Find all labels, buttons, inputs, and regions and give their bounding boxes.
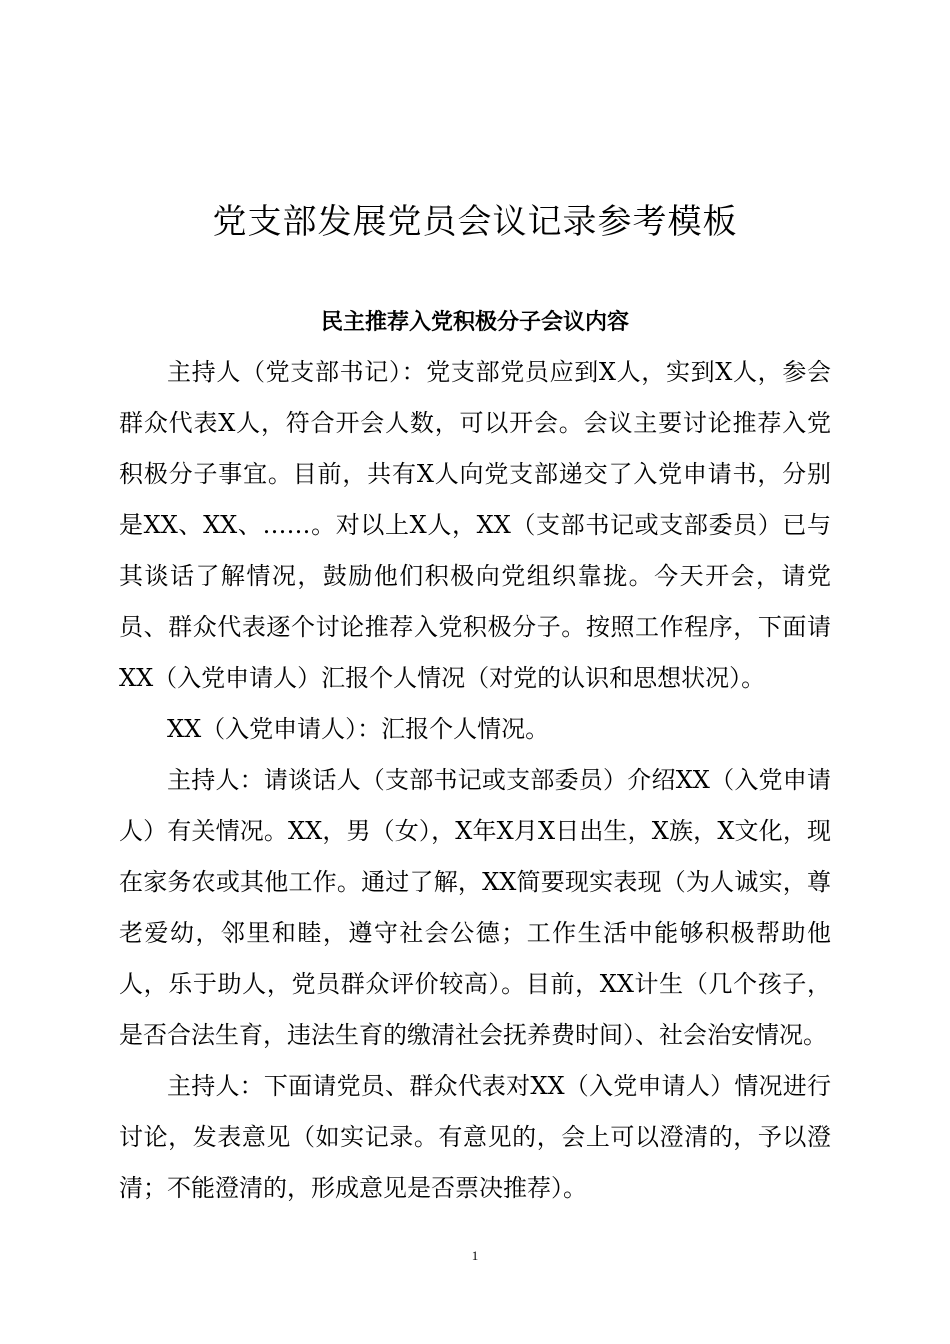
section-subtitle: 民主推荐入党积极分子会议内容 bbox=[320, 310, 629, 335]
paragraph-host-opening: 主持人（党支部书记）：党支部党员应到X人，实到X人，参会群众代表X人，符合开会人数，可以开会。会议主要讨论推荐入党积极分子事宜。目前，共有X人向党支部递交了入党申请书，分别是XX、XX、……。对以上X人，XX（支部书记或支部委员）已与其谈话了解情况，鼓励他们积极向党组织靠拢。今天开会，请党员、群众代表逐个讨论推荐入党积极分子。按照工作程序，下面请XX（入党申请人）汇报个人情况（对党的认识和思想状况）。 bbox=[119, 358, 831, 692]
paragraph-applicant-report: XX（入党申请人）：汇报个人情况。 bbox=[167, 715, 550, 743]
paragraph-applicant-introduction: 主持人：请谈话人（支部书记或支部委员）介绍XX（入党申请人）有关情况。XX，男（女），X年X月X日出生，X族，X文化，现在家务农或其他工作。通过了解，XX简要现实表现（为人诚实，尊老爱幼，邻里和睦，遵守社会公德；工作生活中能够积极帮助他人，乐于助人，党员群众评价较高）。目前，XX计生（几个孩子，是否合法生育，违法生育的缴清社会抚养费时间）、社会治安情况。 bbox=[119, 766, 831, 1049]
page-number: 1 bbox=[471, 1248, 479, 1263]
document-body bbox=[119, 347, 831, 1214]
document-title: 党支部发展党员会议记录参考模板 bbox=[212, 202, 738, 242]
paragraph-discussion: 主持人：下面请党员、群众代表对XX（入党申请人）情况进行讨论，发表意见（如实记录。有意见的，会上可以澄清的，予以澄清；不能澄清的，形成意见是否票决推荐）。 bbox=[119, 1072, 831, 1202]
